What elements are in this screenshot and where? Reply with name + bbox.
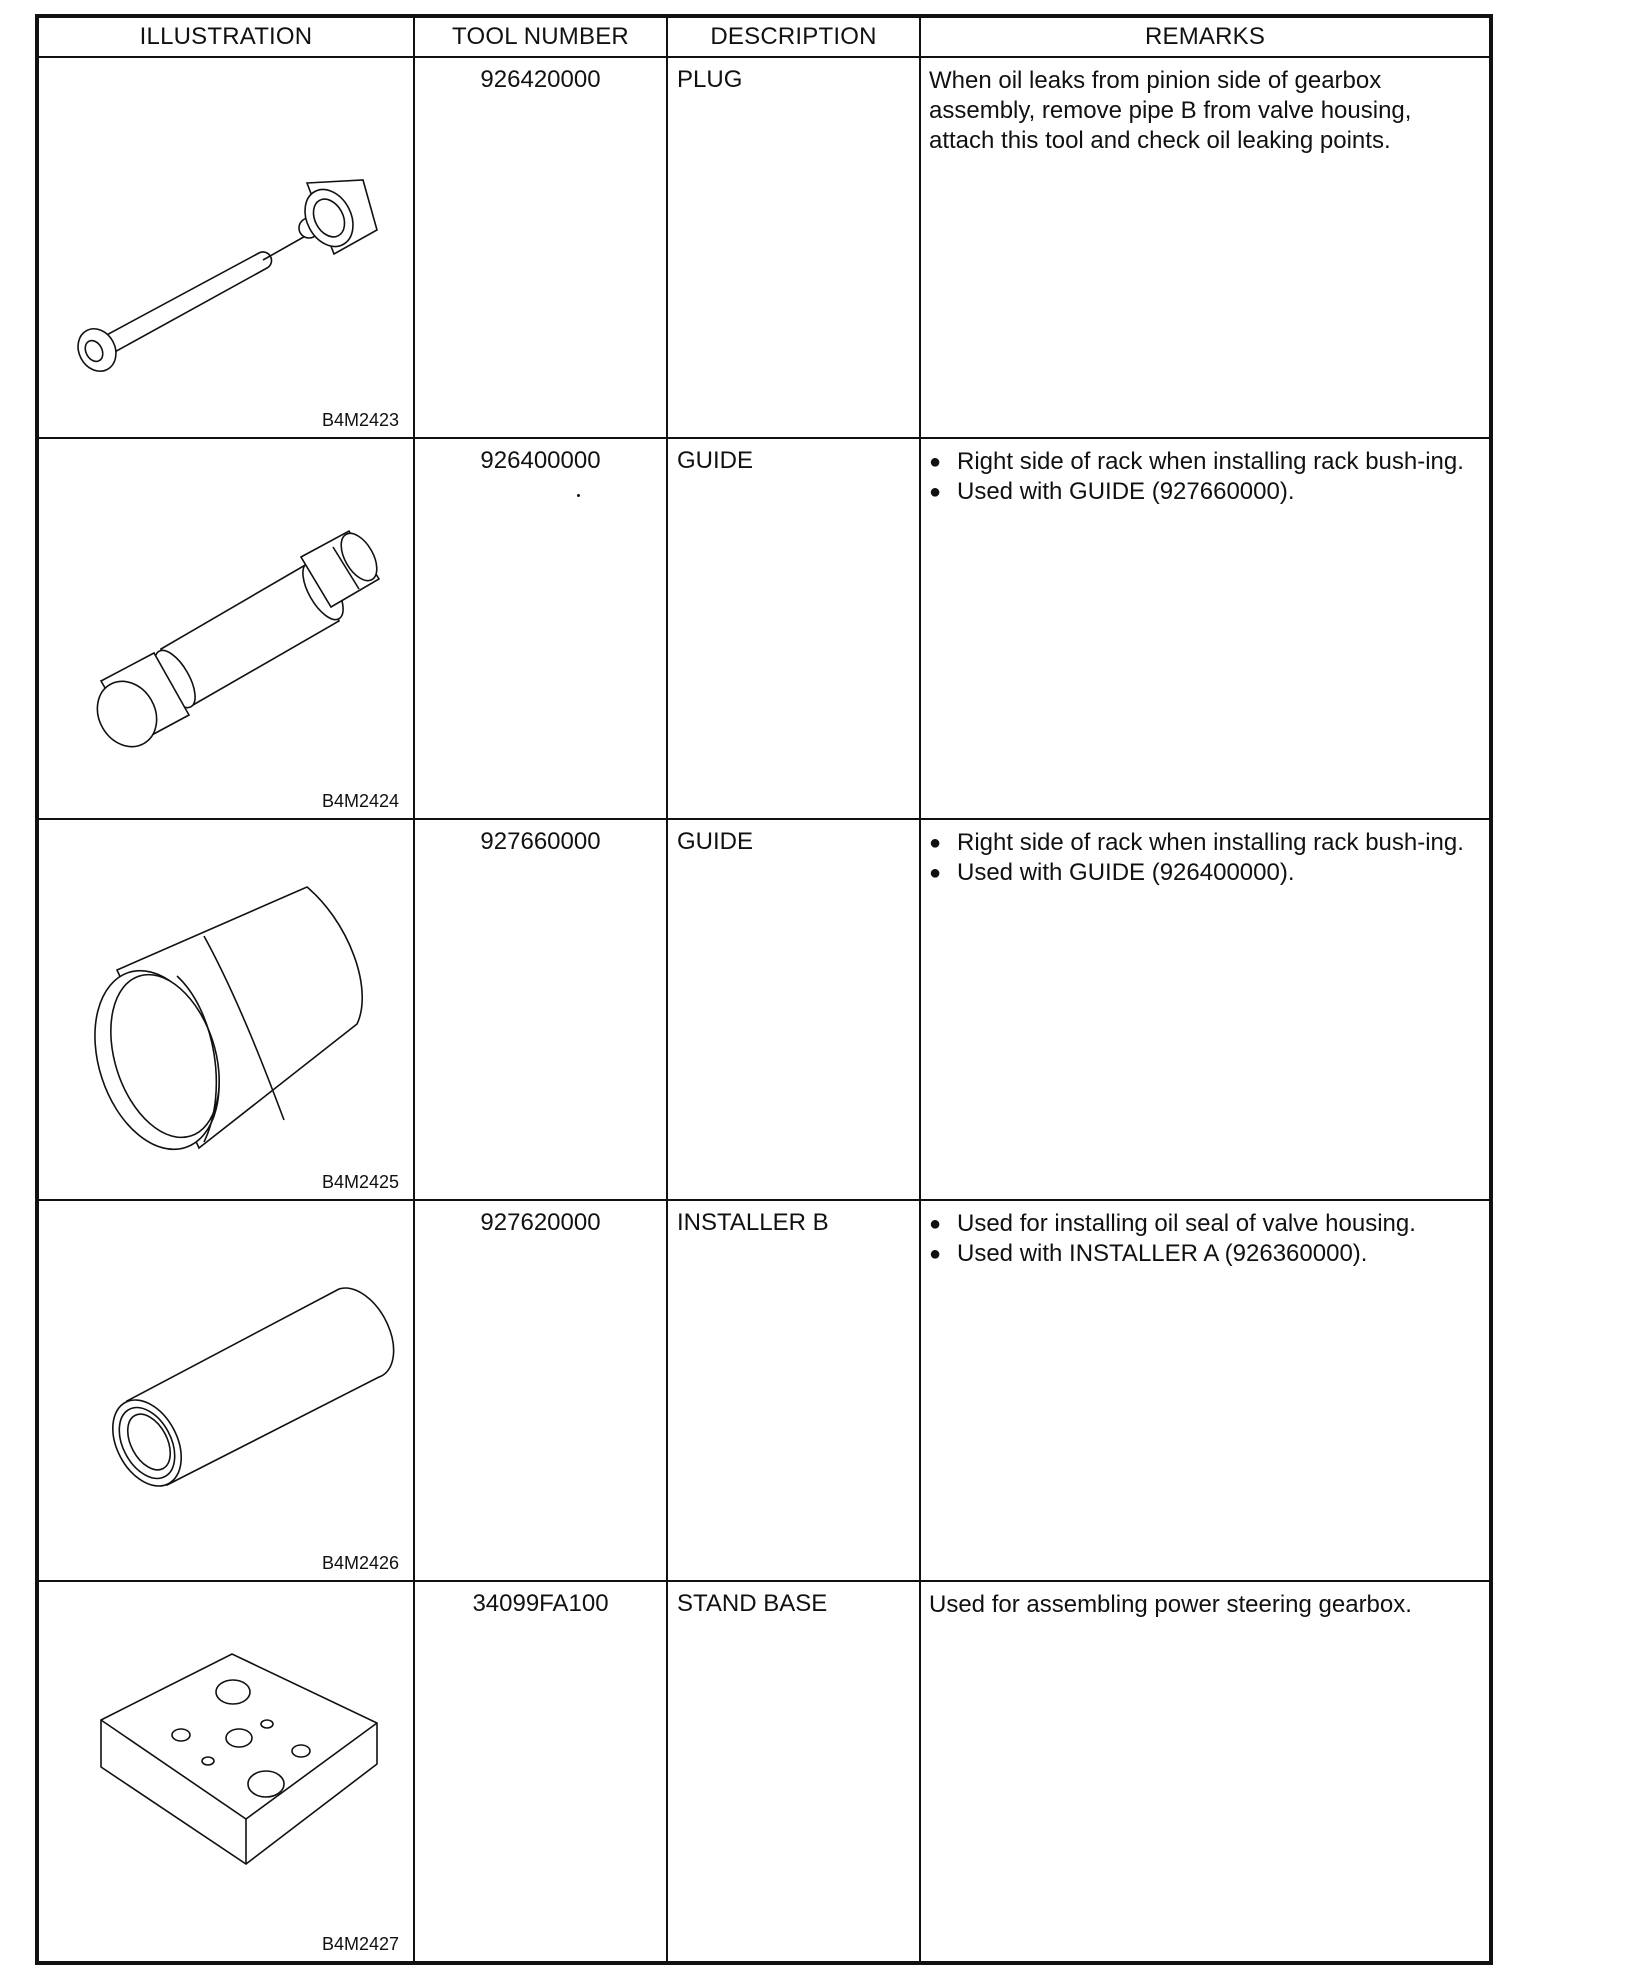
description-cell: PLUG [667,57,920,438]
figure-code: B4M2423 [321,410,399,430]
tool-number-cell: 34099FA100 [414,1581,667,1963]
header-description: DESCRIPTION [667,16,920,57]
description-cell: STAND BASE [667,1581,920,1963]
illustration-cell [37,438,414,819]
remark-bullet: ● Right side of rack when installing rack bush-ing. [929,448,1464,475]
header-remarks: REMARKS [920,16,1491,57]
special-tools-table [35,14,1493,1965]
figure-code: B4M2426 [321,1553,399,1573]
header-row [37,16,1491,57]
header-tool-number: TOOL NUMBER [414,16,667,57]
description-cell: GUIDE [667,819,920,1200]
remarks-cell: Used for assembling power steering gearbox. [920,1581,1491,1963]
remark-bullet: ● Used with INSTALLER A (926360000). [929,1240,1368,1267]
remarks-cell [920,819,1491,1200]
remark-bullet: ● Used for installing oil seal of valve housing. [929,1210,1416,1237]
illustration-cell [37,819,414,1200]
remark-bullet: ● Used with GUIDE (926400000). [929,859,1295,886]
table-row [37,57,1491,438]
stand-base-illustration [39,1582,416,1953]
table-row [37,819,1491,1200]
illustration-cell [37,1200,414,1581]
remarks-cell [920,438,1491,819]
tool-number-cell: 927620000 [414,1200,667,1581]
table-row [37,1581,1491,1963]
figure-code: B4M2427 [321,1934,399,1954]
figure-code: B4M2424 [321,791,399,811]
header-illustration: ILLUSTRATION [37,16,414,57]
tool-number-cell: 927660000 [414,819,667,1200]
figure-code: B4M2425 [321,1172,399,1192]
stray-mark [577,494,580,497]
remark-bullet: ● Used with GUIDE (927660000). [929,478,1295,505]
table-row [37,1200,1491,1581]
guide-rod-illustration [39,439,416,810]
tool-number-cell: 926420000 [414,57,667,438]
remark-bullet: ● Right side of rack when installing rack bush-ing. [929,829,1464,856]
description-cell: INSTALLER B [667,1200,920,1581]
illustration-cell [37,57,414,438]
remarks-cell [920,1200,1491,1581]
table-row [37,438,1491,819]
installer-tube-illustration [39,1201,416,1572]
tool-number: 926400000 [480,447,601,474]
remarks-cell: When oil leaks from pinion side of gearbox assembly, remove pipe B from valve housing, attach this tool and check oil leaking points. [920,57,1491,438]
plug-illustration [39,58,416,429]
guide-sleeve-illustration [39,820,416,1191]
illustration-cell [37,1581,414,1963]
description-cell: GUIDE [667,438,920,819]
tool-number-cell [414,438,667,819]
